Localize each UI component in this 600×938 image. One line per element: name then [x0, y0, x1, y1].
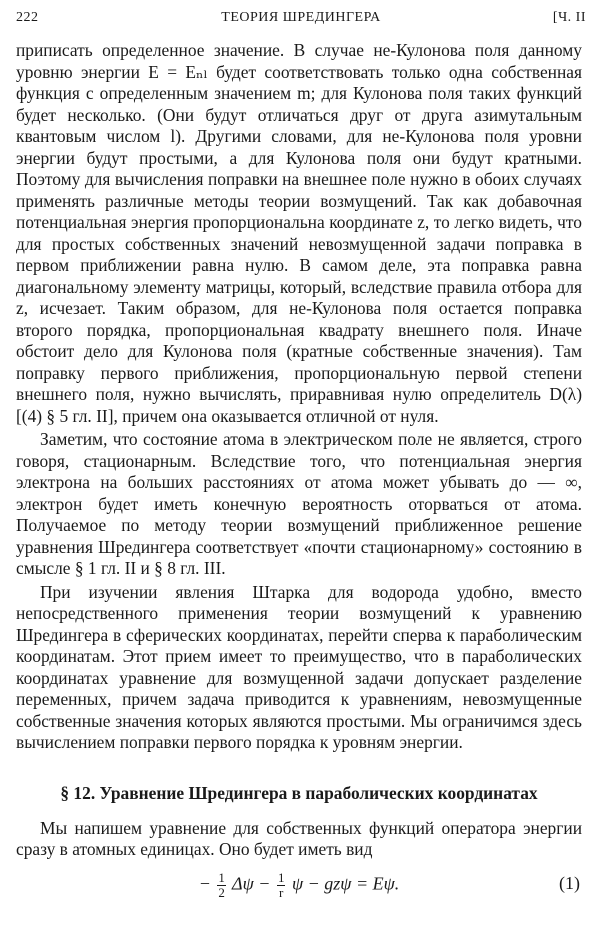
fraction-numerator: 1 [277, 869, 285, 885]
paragraph-stationary-state: Заметим, что состояние атома в электрическом поле не является, строго говоря, стационарным. Вследствие того, что потенциальная энергия электрона на больших расстояниях от атома может убывать до — ∞, электрон будет иметь конечную вероятность оторваться от атома. Получаемое по методу теории возмущений приближенное решение уравнения Шредингера соответствует «почти стационарному» состоянию в смысле § 1 гл. II и § 8 гл. III. [16, 429, 582, 578]
paragraph-stark-effect: При изучении явления Штарка для водорода удобно, вместо непосредственного применения теории возмущений к уравнению Шредингера в сферических координатах, перейти сперва к параболическим координатам. Этот прием имеет то преимущество, что в параболических координатах уравнение для возмущенной задачи допускает разделение переменных, причем задача приводится к уравнениям, невозмущенные собственные значения которых являются простыми. Мы ограничимся здесь вычислением поправки первого порядка к уровням энергии. [16, 581, 582, 752]
equation-sign: − [198, 873, 211, 894]
equation-1 [16, 865, 582, 903]
fraction-denominator: r [277, 885, 286, 900]
equation-term-laplacian: Δψ − [232, 873, 271, 894]
fraction-one-over-r [277, 871, 286, 900]
paragraph-continued: приписать определенное значение. В случае не-Кулонова поля данному уровню энергии E = Eₙₗ будет соответствовать только одна собственная функция с определенным значением m; для Кулонова поля таких функций будет несколько. (Они будут отличаться друг от друга азимутальным квантовым числом l). Другими словами, для не-Кулонова поля уровни энергии будут простыми, а для Кулонова поля они будут кратными. Поэтому для вычисления поправки на внешнее поле нужно в обоих случаях применять различные методы теории возмущений. Так как добавочная потенциальная энергия пропорциональна координате z, то легко видеть, что для простых собственных значений невозмущенной задачи поправка в первом приближении равна нулю. В самом деле, эта поправка равна диагональному элементу матрицы, который, вследствие правила отбора для z, исчезает. Таким образом, для не-Кулонова поля остается поправка второго порядка, пропорциональная квадрату внешнего поля. Иначе обстоит дело для Кулонова поля (кратные собственные значения). Там поправку первого приближения, пропорциональную первой степени внешнего поля, нужно вычислять, приравнивая нулю определитель D(λ) [(4) § 5 гл. II], причем она оказывается отличной от нуля. [16, 40, 582, 426]
page-body [16, 40, 582, 903]
section-paragraph: Мы напишем уравнение для собственных функций оператора энергии сразу в атомных единицах. Оно будет иметь вид [16, 817, 582, 859]
page-header [16, 6, 586, 32]
fraction-numerator: 1 [218, 869, 225, 885]
equation-term-rest: ψ − gzψ = Eψ. [291, 873, 400, 894]
equation-number: (1) [559, 872, 580, 893]
fraction-denominator: 2 [218, 884, 225, 900]
fraction-one-half [217, 871, 226, 900]
chapter-label: [Ч. II [552, 10, 586, 25]
section-heading: § 12. Уравнение Шредингера в параболических координатах [60, 782, 538, 803]
equation-body [16, 871, 582, 900]
page-number: 222 [16, 10, 39, 25]
running-title: ТЕОРИЯ ШРЕДИНГЕРА [221, 10, 381, 25]
